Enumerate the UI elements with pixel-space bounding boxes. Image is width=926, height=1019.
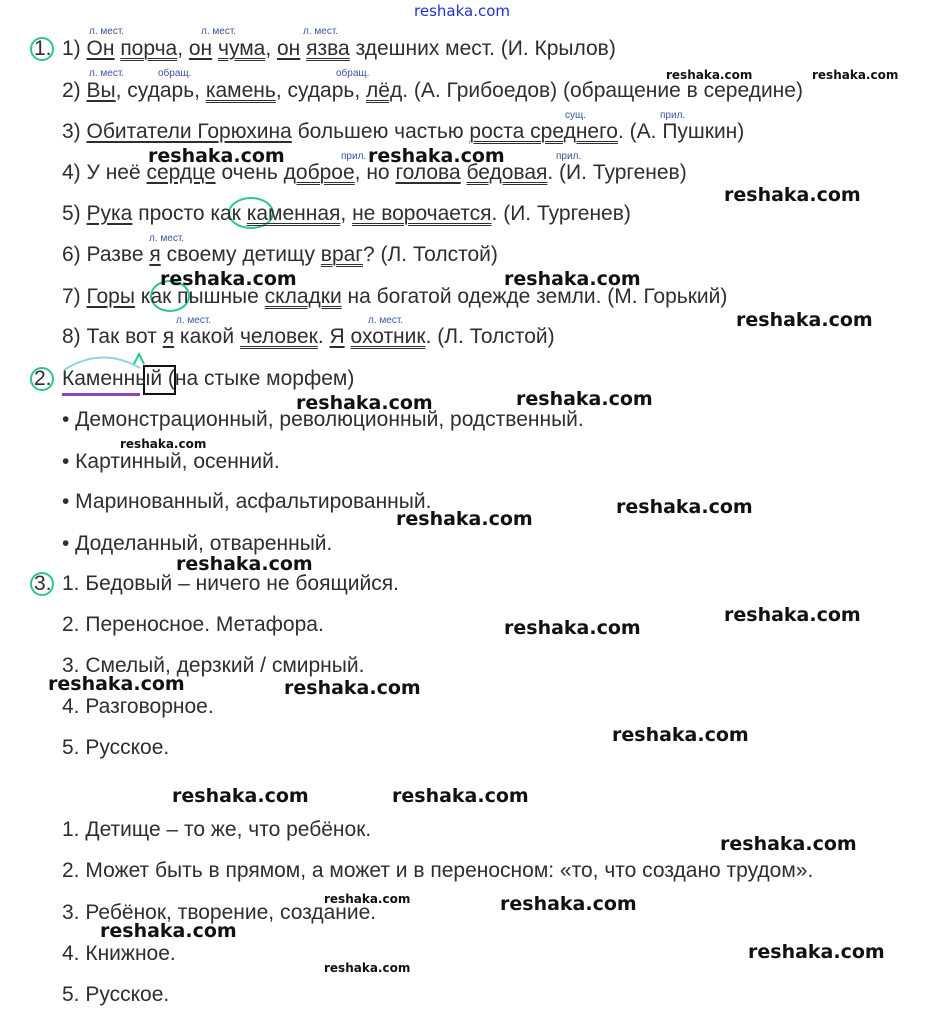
text: просто	[132, 202, 211, 225]
subject: Рука	[86, 202, 133, 225]
predicate: складки	[264, 285, 342, 308]
conjunction: как	[210, 202, 241, 225]
watermark: reshaka.com	[120, 437, 207, 451]
predicate: бедовая	[466, 161, 548, 184]
predicate: язва	[306, 37, 350, 60]
subject: Вы	[86, 79, 116, 102]
sentence-rest: . (А. Пушкин)	[617, 120, 745, 143]
sentence-2	[62, 79, 803, 103]
task3-item: 5. Русское.	[62, 983, 170, 1006]
sentence-number: 2)	[62, 79, 81, 102]
watermark: reshaka.com	[748, 941, 885, 963]
text: большею частью	[291, 120, 470, 143]
task3-item: 5. Русское.	[62, 736, 170, 759]
sentence-rest: . (Л. Толстой)	[425, 325, 555, 348]
label-pronoun: л. мест.	[149, 233, 185, 244]
sentence-number: 7)	[62, 285, 81, 308]
sentence-number: 8)	[62, 325, 81, 348]
text: Так вот	[86, 325, 163, 348]
watermark: reshaka.com	[516, 388, 653, 410]
sentence-number: 6)	[62, 243, 81, 266]
predicate: охотник	[350, 325, 426, 348]
text: очень	[215, 161, 284, 184]
watermark: reshaka.com	[284, 677, 421, 699]
label-pronoun: л. мест.	[368, 315, 404, 326]
text: ,	[340, 202, 353, 225]
watermark: reshaka.com	[48, 673, 185, 695]
label-adjective: прил.	[660, 110, 686, 121]
watermark: reshaka.com	[172, 785, 309, 807]
task2-item: • Картинный, осенний.	[62, 450, 280, 473]
watermark: reshaka.com	[368, 145, 505, 167]
root-underline	[62, 393, 140, 396]
sentence-1	[62, 37, 616, 61]
watermark: reshaka.com	[724, 604, 861, 626]
watermark: reshaka.com	[392, 785, 529, 807]
label-pronoun: л. мест.	[201, 26, 237, 37]
watermark: reshaka.com	[812, 68, 899, 82]
text: ,	[177, 37, 189, 60]
sentence-rest: на богатой одежде земли. (М. Горький)	[341, 285, 728, 308]
sentence-rest: здешних мест. (И. Крылов)	[349, 37, 616, 60]
task3-item: 1. Детище – то же, что ребёнок.	[62, 818, 372, 841]
predicate: порча	[120, 37, 178, 60]
sentence-number: 3)	[62, 120, 81, 143]
predicate: каменная	[246, 202, 341, 225]
text: какой	[174, 325, 240, 348]
subject: он	[277, 37, 301, 60]
watermark: reshaka.com	[504, 268, 641, 290]
word-root: Камен	[62, 367, 124, 390]
task1-number: 1.	[34, 37, 52, 60]
subject: Он	[86, 37, 115, 60]
subject: голова	[395, 161, 461, 184]
watermark: reshaka.com	[176, 553, 313, 575]
task3-item: 4. Книжное.	[62, 942, 176, 965]
watermark: reshaka.com	[612, 724, 749, 746]
sentence-6	[62, 243, 498, 267]
predicate: камень	[205, 79, 276, 102]
subject: я	[149, 243, 161, 266]
top-watermark: reshaka.com	[414, 2, 510, 20]
task3-item: 2. Может быть в прямом, а может и в переносном: «то, что создано трудом».	[62, 859, 814, 882]
predicate: доброе	[283, 161, 355, 184]
text: своему детищу	[160, 243, 321, 266]
watermark: reshaka.com	[724, 184, 861, 206]
sentence-rest: . (И. Тургенев)	[547, 161, 687, 184]
task2-word	[62, 367, 354, 391]
label-adjective: прил.	[556, 151, 582, 162]
subject: Я	[329, 325, 345, 348]
sentence-rest: . (А. Грибоедов) (обращение в середине)	[402, 79, 803, 102]
subject: Обитатели Горюхина	[86, 120, 292, 143]
predicate: роста среднего	[469, 120, 618, 143]
text: .	[317, 325, 330, 348]
subject: он	[188, 37, 213, 60]
label-address: обращ.	[336, 68, 370, 79]
word-ending: ый	[135, 367, 163, 390]
task3-item: 3. Смелый, дерзкий / смирный.	[62, 654, 365, 677]
watermark: reshaka.com	[666, 68, 753, 82]
word-suffix-n: н	[123, 367, 136, 390]
watermark: reshaka.com	[148, 145, 285, 167]
sentence-3	[62, 120, 744, 144]
task3-item: 2. Переносное. Метафора.	[62, 613, 324, 636]
predicate: человек	[239, 325, 318, 348]
text: Разве	[86, 243, 150, 266]
text: пышные	[171, 285, 265, 308]
task2-item: • Доделанный, отваренный.	[62, 532, 333, 555]
task2-item: • Демонстрационный, революционный, родственный.	[62, 408, 584, 431]
watermark: reshaka.com	[160, 268, 297, 290]
text: , но	[354, 161, 396, 184]
task2-item: • Маринованный, асфальтированный.	[62, 490, 432, 513]
text: , сударь,	[275, 79, 367, 102]
text: , сударь,	[115, 79, 206, 102]
sentence-8	[62, 325, 555, 349]
subject: сердце	[146, 161, 216, 184]
predicate: лёд	[366, 79, 403, 102]
subject: я	[162, 325, 175, 348]
watermark: reshaka.com	[324, 961, 411, 975]
label-pronoun: л. мест.	[176, 315, 212, 326]
task2-note: (на стыке морфем)	[162, 367, 355, 390]
label-pronoun: л. мест.	[89, 26, 125, 37]
sentence-number: 4)	[62, 161, 81, 184]
label-pronoun: л. мест.	[303, 26, 339, 37]
task3-item: 3. Ребёнок, творение, создание.	[62, 901, 377, 924]
task2-number: 2.	[34, 367, 52, 390]
watermark: reshaka.com	[500, 893, 637, 915]
text: У неё	[86, 161, 147, 184]
watermark: reshaka.com	[324, 892, 411, 906]
task3-number: 3.	[34, 572, 52, 595]
conjunction: как	[140, 285, 172, 308]
sentence-number: 1)	[62, 37, 81, 60]
label-address: обращ.	[158, 68, 192, 79]
sentence-rest: . (И. Тургенев)	[491, 202, 631, 225]
watermark: reshaka.com	[736, 309, 873, 331]
predicate: враг	[320, 243, 363, 266]
watermark: reshaka.com	[100, 920, 237, 942]
watermark: reshaka.com	[720, 833, 857, 855]
sentence-number: 5)	[62, 202, 81, 225]
text: ,	[265, 37, 277, 60]
sentence-rest: ? (Л. Толстой)	[362, 243, 498, 266]
task3-item: 1. Бедовый – ничего не боящийся.	[62, 572, 399, 595]
watermark: reshaka.com	[616, 496, 753, 518]
sentence-5	[62, 202, 631, 226]
watermark: reshaka.com	[504, 617, 641, 639]
predicate: чума	[218, 37, 266, 60]
subject: Горы	[86, 285, 135, 308]
watermark: reshaka.com	[396, 508, 533, 530]
watermark: reshaka.com	[296, 392, 433, 414]
label-pronoun: л. мест.	[89, 68, 125, 79]
label-noun: сущ.	[565, 110, 587, 121]
label-adjective: прил.	[341, 151, 367, 162]
task3-item: 4. Разговорное.	[62, 695, 214, 718]
predicate: не ворочается	[352, 202, 492, 225]
